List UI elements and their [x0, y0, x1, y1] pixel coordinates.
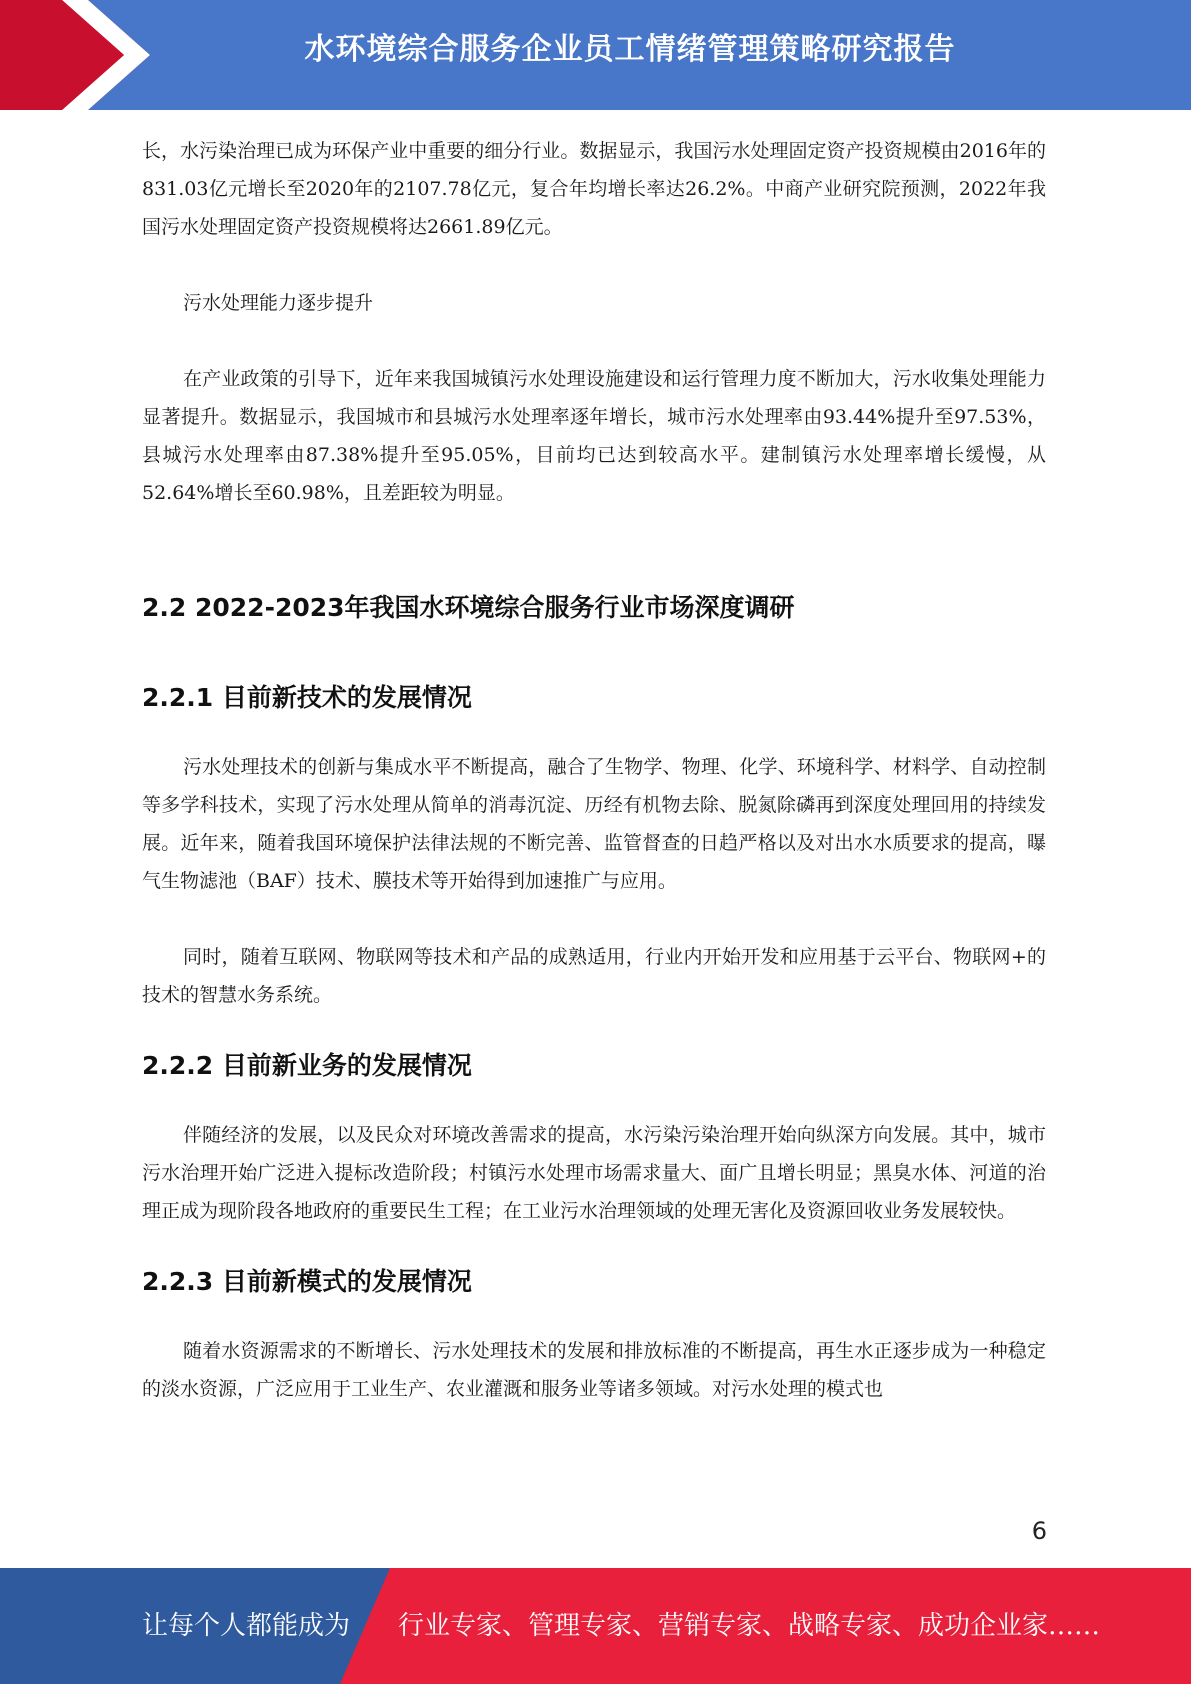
report-title: 水环境综合服务企业员工情绪管理策略研究报告 [304, 32, 956, 67]
section-heading-2-2-2: 2.2.2 目前新业务的发展情况 [142, 1051, 472, 1080]
section-heading-2-2-3: 2.2.3 目前新模式的发展情况 [142, 1267, 472, 1296]
footer-slogan-right: 行业专家、管理专家、营销专家、战略专家、成功企业家…… [398, 1611, 1101, 1641]
document-body [142, 132, 1046, 1408]
paragraph-subheading-capacity: 污水处理能力逐步提升 [183, 292, 374, 314]
paragraph-capacity: 在产业政策的引导下，近年来我国城镇污水处理设施建设和运行管理力度不断加大，污水收集处理能力显著提升。数据显示，我国城市和县城污水处理率逐年增长，城市污水处理率由93.44%提升至97.53%，县城污水处理率由87.38%提升至95.05%，目前均已达到较高水平。建制镇污水处理率增长缓慢，从52.64%增长至60.98%，且差距较为明显。 [142, 368, 1046, 504]
section-heading-2-2: 2.2 2022-2023年我国水环境综合服务行业市场深度调研 [142, 593, 795, 622]
paragraph-investment: 长，水污染治理已成为环保产业中重要的细分行业。数据显示，我国污水处理固定资产投资规模由2016年的831.03亿元增长至2020年的2107.78亿元，复合年均增长率达26.2%。中商产业研究院预测，2022年我国污水处理固定资产投资规模将达2661.89亿元。 [142, 140, 1046, 238]
page-footer [0, 1568, 1191, 1684]
paragraph-new-business: 伴随经济的发展，以及民众对环境改善需求的提高，水污染污染治理开始向纵深方向发展。其中，城市污水治理开始广泛进入提标改造阶段；村镇污水处理市场需求量大、面广且增长明显；黑臭水体、河道的治理正成为现阶段各地政府的重要民生工程；在工业污水治理领域的处理无害化及资源回收业务发展较快。 [142, 1124, 1046, 1222]
paragraph-smart-water: 同时，随着互联网、物联网等技术和产品的成熟适用，行业内开始开发和应用基于云平台、物联网+的技术的智慧水务系统。 [142, 946, 1046, 1006]
page-number: 6 [1031, 1517, 1047, 1545]
page-header [0, 0, 1191, 110]
paragraph-new-model: 随着水资源需求的不断增长、污水处理技术的发展和排放标准的不断提高，再生水正逐步成为一种稳定的淡水资源，广泛应用于工业生产、农业灌溉和服务业等诸多领域。对污水处理的模式也 [142, 1340, 1046, 1400]
paragraph-new-technology: 污水处理技术的创新与集成水平不断提高，融合了生物学、物理、化学、环境科学、材料学、自动控制等多学科技术，实现了污水处理从简单的消毒沉淀、历经有机物去除、脱氮除磷再到深度处理回用的持续发展。近年来，随着我国环境保护法律法规的不断完善、监管督查的日趋严格以及对出水水质要求的提高，曝气生物滤池（BAF）技术、膜技术等开始得到加速推广与应用。 [142, 756, 1046, 892]
footer-slogan-left: 让每个人都能成为 [142, 1611, 351, 1641]
section-heading-2-2-1: 2.2.1 目前新技术的发展情况 [142, 683, 472, 712]
